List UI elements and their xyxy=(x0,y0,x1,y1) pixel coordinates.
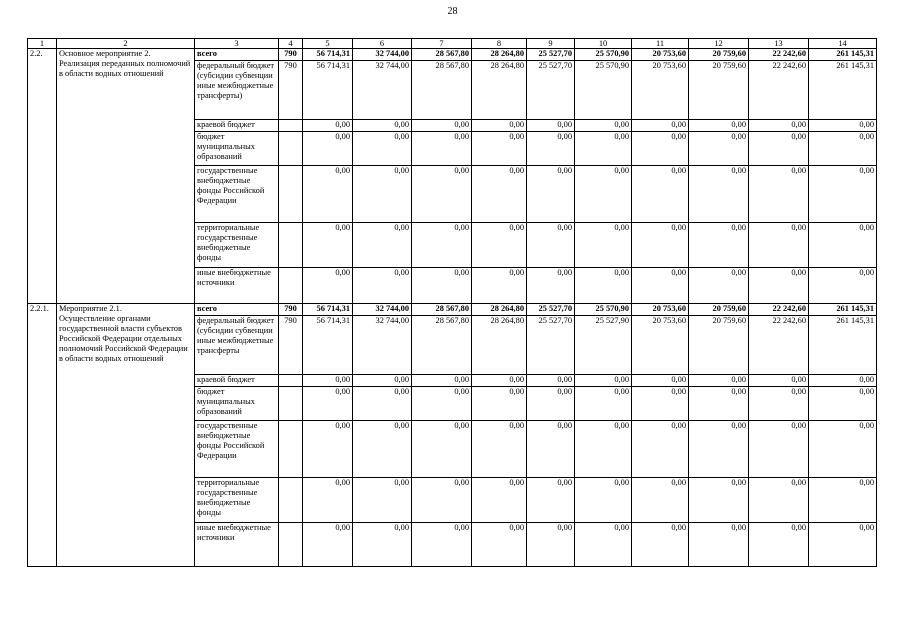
amount-cell: 20 759,60 xyxy=(689,316,749,375)
amount-cell: 32 744,00 xyxy=(353,304,412,316)
amount-cell: 0,00 xyxy=(575,166,632,223)
amount-cell: 25 570,90 xyxy=(575,49,632,61)
column-number: 1 xyxy=(28,39,57,49)
amount-cell: 0,00 xyxy=(689,268,749,304)
amount-cell: 0,00 xyxy=(412,166,472,223)
amount-cell: 0,00 xyxy=(527,268,575,304)
amount-cell: 0,00 xyxy=(527,166,575,223)
amount-cell: 0,00 xyxy=(303,387,353,421)
kbk-code xyxy=(279,166,303,223)
amount-cell: 0,00 xyxy=(303,120,353,132)
funding-source: федеральный бюджет (субсидии субвенции иные межбюджетные трансферты xyxy=(195,316,279,375)
amount-cell: 0,00 xyxy=(632,387,689,421)
amount-cell: 28 264,80 xyxy=(472,49,527,61)
column-number: 12 xyxy=(689,39,749,49)
kbk-code xyxy=(279,120,303,132)
amount-cell: 56 714,31 xyxy=(303,304,353,316)
amount-cell: 0,00 xyxy=(809,421,877,478)
item-code: 2.2.1. xyxy=(28,304,57,567)
amount-cell: 0,00 xyxy=(472,120,527,132)
amount-cell: 0,00 xyxy=(689,166,749,223)
amount-cell: 0,00 xyxy=(689,478,749,523)
amount-cell: 0,00 xyxy=(575,120,632,132)
column-number: 9 xyxy=(527,39,575,49)
amount-cell: 0,00 xyxy=(353,523,412,567)
amount-cell: 0,00 xyxy=(527,478,575,523)
amount-cell: 0,00 xyxy=(632,523,689,567)
amount-cell: 0,00 xyxy=(527,132,575,166)
amount-cell: 0,00 xyxy=(412,478,472,523)
amount-cell: 25 527,90 xyxy=(575,316,632,375)
amount-cell: 0,00 xyxy=(303,478,353,523)
column-number: 3 xyxy=(195,39,279,49)
amount-cell: 25 527,70 xyxy=(527,61,575,120)
amount-cell: 0,00 xyxy=(527,387,575,421)
amount-cell: 0,00 xyxy=(632,478,689,523)
amount-cell: 0,00 xyxy=(303,223,353,268)
kbk-code: 790 xyxy=(279,304,303,316)
column-number: 6 xyxy=(353,39,412,49)
amount-cell: 0,00 xyxy=(575,523,632,567)
amount-cell: 0,00 xyxy=(809,120,877,132)
amount-cell: 22 242,60 xyxy=(749,304,809,316)
amount-cell: 22 242,60 xyxy=(749,49,809,61)
amount-cell: 0,00 xyxy=(809,268,877,304)
amount-cell: 0,00 xyxy=(353,387,412,421)
funding-source: иные внебюджетные источники xyxy=(195,268,279,304)
amount-cell: 0,00 xyxy=(303,375,353,387)
amount-cell: 0,00 xyxy=(472,523,527,567)
column-number: 13 xyxy=(749,39,809,49)
amount-cell: 0,00 xyxy=(412,375,472,387)
column-number: 10 xyxy=(575,39,632,49)
funding-source: краевой бюджет xyxy=(195,120,279,132)
amount-cell: 0,00 xyxy=(527,421,575,478)
amount-cell: 0,00 xyxy=(472,421,527,478)
amount-cell: 28 264,80 xyxy=(472,316,527,375)
amount-cell: 0,00 xyxy=(809,375,877,387)
amount-cell: 0,00 xyxy=(353,421,412,478)
column-number: 11 xyxy=(632,39,689,49)
amount-cell: 0,00 xyxy=(353,223,412,268)
amount-cell: 0,00 xyxy=(303,523,353,567)
amount-cell: 28 567,80 xyxy=(412,61,472,120)
amount-cell: 0,00 xyxy=(749,387,809,421)
table-row xyxy=(28,304,877,316)
page-number: 28 xyxy=(447,6,458,17)
amount-cell: 0,00 xyxy=(353,120,412,132)
amount-cell: 0,00 xyxy=(749,375,809,387)
amount-cell: 0,00 xyxy=(412,421,472,478)
amount-cell: 28 567,80 xyxy=(412,304,472,316)
amount-cell: 0,00 xyxy=(353,132,412,166)
amount-cell: 0,00 xyxy=(527,223,575,268)
amount-cell: 28 264,80 xyxy=(472,304,527,316)
amount-cell: 0,00 xyxy=(689,421,749,478)
amount-cell: 0,00 xyxy=(632,120,689,132)
amount-cell: 0,00 xyxy=(809,387,877,421)
column-number: 2 xyxy=(57,39,195,49)
amount-cell: 20 753,60 xyxy=(632,61,689,120)
amount-cell: 0,00 xyxy=(472,166,527,223)
kbk-code xyxy=(279,268,303,304)
amount-cell: 0,00 xyxy=(575,132,632,166)
funding-source: краевой бюджет xyxy=(195,375,279,387)
amount-cell: 0,00 xyxy=(632,375,689,387)
amount-cell: 0,00 xyxy=(689,120,749,132)
amount-cell: 0,00 xyxy=(689,523,749,567)
budget-table xyxy=(27,38,877,567)
amount-cell: 0,00 xyxy=(809,166,877,223)
table-row xyxy=(28,49,877,61)
amount-cell: 0,00 xyxy=(353,268,412,304)
column-number: 5 xyxy=(303,39,353,49)
amount-cell: 0,00 xyxy=(689,132,749,166)
amount-cell: 0,00 xyxy=(809,478,877,523)
amount-cell: 0,00 xyxy=(749,421,809,478)
amount-cell: 0,00 xyxy=(689,223,749,268)
amount-cell: 0,00 xyxy=(303,166,353,223)
amount-cell: 0,00 xyxy=(632,268,689,304)
kbk-code xyxy=(279,478,303,523)
amount-cell: 0,00 xyxy=(472,268,527,304)
amount-cell: 0,00 xyxy=(632,223,689,268)
amount-cell: 0,00 xyxy=(575,387,632,421)
amount-cell: 0,00 xyxy=(412,223,472,268)
amount-cell: 0,00 xyxy=(749,223,809,268)
amount-cell: 0,00 xyxy=(353,375,412,387)
kbk-code xyxy=(279,132,303,166)
amount-cell: 0,00 xyxy=(472,375,527,387)
amount-cell: 32 744,00 xyxy=(353,49,412,61)
funding-source: бюджет муниципальных образований xyxy=(195,387,279,421)
amount-cell: 261 145,31 xyxy=(809,304,877,316)
amount-cell: 0,00 xyxy=(632,132,689,166)
kbk-code: 790 xyxy=(279,61,303,120)
amount-cell: 0,00 xyxy=(353,166,412,223)
amount-cell: 0,00 xyxy=(472,223,527,268)
amount-cell: 0,00 xyxy=(303,421,353,478)
amount-cell: 0,00 xyxy=(575,268,632,304)
item-name: Основное мероприятие 2. Реализация переданных полномочий в области водных отношений xyxy=(57,49,195,304)
funding-source: федеральный бюджет (субсидии субвенции иные межбюджетные трансферты) xyxy=(195,61,279,120)
amount-cell: 261 145,31 xyxy=(809,49,877,61)
amount-cell: 0,00 xyxy=(472,132,527,166)
funding-source: государственные внебюджетные фонды Российской Федерации xyxy=(195,166,279,223)
funding-source: территориальные государственные внебюджетные фонды xyxy=(195,223,279,268)
amount-cell: 0,00 xyxy=(575,375,632,387)
amount-cell: 261 145,31 xyxy=(809,316,877,375)
kbk-code xyxy=(279,375,303,387)
amount-cell: 25 570,90 xyxy=(575,61,632,120)
amount-cell: 0,00 xyxy=(749,268,809,304)
item-code: 2.2. xyxy=(28,49,57,304)
amount-cell: 20 753,60 xyxy=(632,304,689,316)
amount-cell: 0,00 xyxy=(809,523,877,567)
kbk-code: 790 xyxy=(279,316,303,375)
amount-cell: 0,00 xyxy=(527,120,575,132)
amount-cell: 0,00 xyxy=(689,375,749,387)
amount-cell: 0,00 xyxy=(575,421,632,478)
amount-cell: 56 714,31 xyxy=(303,316,353,375)
column-number: 8 xyxy=(472,39,527,49)
amount-cell: 0,00 xyxy=(689,387,749,421)
amount-cell: 0,00 xyxy=(303,132,353,166)
column-number-row xyxy=(28,39,877,49)
amount-cell: 0,00 xyxy=(412,268,472,304)
amount-cell: 22 242,60 xyxy=(749,61,809,120)
amount-cell: 0,00 xyxy=(412,132,472,166)
funding-source: всего xyxy=(195,304,279,316)
amount-cell: 0,00 xyxy=(632,421,689,478)
amount-cell: 28 264,80 xyxy=(472,61,527,120)
amount-cell: 20 753,60 xyxy=(632,316,689,375)
amount-cell: 0,00 xyxy=(749,478,809,523)
amount-cell: 261 145,31 xyxy=(809,61,877,120)
amount-cell: 0,00 xyxy=(809,132,877,166)
amount-cell: 25 527,70 xyxy=(527,49,575,61)
amount-cell: 25 527,70 xyxy=(527,316,575,375)
amount-cell: 56 714,31 xyxy=(303,61,353,120)
column-number: 7 xyxy=(412,39,472,49)
amount-cell: 0,00 xyxy=(353,478,412,523)
amount-cell: 0,00 xyxy=(412,120,472,132)
amount-cell: 32 744,00 xyxy=(353,316,412,375)
amount-cell: 20 759,60 xyxy=(689,49,749,61)
amount-cell: 0,00 xyxy=(749,132,809,166)
amount-cell: 22 242,60 xyxy=(749,316,809,375)
amount-cell: 0,00 xyxy=(575,223,632,268)
amount-cell: 0,00 xyxy=(472,478,527,523)
amount-cell: 25 527,70 xyxy=(527,304,575,316)
kbk-code xyxy=(279,387,303,421)
funding-source: государственные внебюджетные фонды Российской Федерации xyxy=(195,421,279,478)
kbk-code xyxy=(279,223,303,268)
amount-cell: 0,00 xyxy=(472,387,527,421)
amount-cell: 20 753,60 xyxy=(632,49,689,61)
funding-source: всего xyxy=(195,49,279,61)
kbk-code xyxy=(279,421,303,478)
amount-cell: 28 567,80 xyxy=(412,49,472,61)
amount-cell: 0,00 xyxy=(809,223,877,268)
amount-cell: 0,00 xyxy=(527,523,575,567)
amount-cell: 0,00 xyxy=(412,387,472,421)
column-number: 4 xyxy=(279,39,303,49)
amount-cell: 0,00 xyxy=(749,523,809,567)
amount-cell: 0,00 xyxy=(749,120,809,132)
kbk-code: 790 xyxy=(279,49,303,61)
amount-cell: 56 714,31 xyxy=(303,49,353,61)
amount-cell: 0,00 xyxy=(527,375,575,387)
amount-cell: 28 567,80 xyxy=(412,316,472,375)
funding-source: территориальные государственные внебюджетные фонды xyxy=(195,478,279,523)
amount-cell: 0,00 xyxy=(749,166,809,223)
amount-cell: 20 759,60 xyxy=(689,61,749,120)
amount-cell: 20 759,60 xyxy=(689,304,749,316)
amount-cell: 0,00 xyxy=(632,166,689,223)
funding-source: бюджет муниципальных образований xyxy=(195,132,279,166)
amount-cell: 0,00 xyxy=(303,268,353,304)
amount-cell: 0,00 xyxy=(575,478,632,523)
amount-cell: 32 744,00 xyxy=(353,61,412,120)
column-number: 14 xyxy=(809,39,877,49)
amount-cell: 0,00 xyxy=(412,523,472,567)
funding-source: иные внебюджетные источники xyxy=(195,523,279,567)
item-name: Мероприятие 2.1. Осуществление органами государственной власти субъектов Российской Федерации отдельных полномочий Российской Федерации в области водных отношений xyxy=(57,304,195,567)
amount-cell: 25 570,90 xyxy=(575,304,632,316)
kbk-code xyxy=(279,523,303,567)
